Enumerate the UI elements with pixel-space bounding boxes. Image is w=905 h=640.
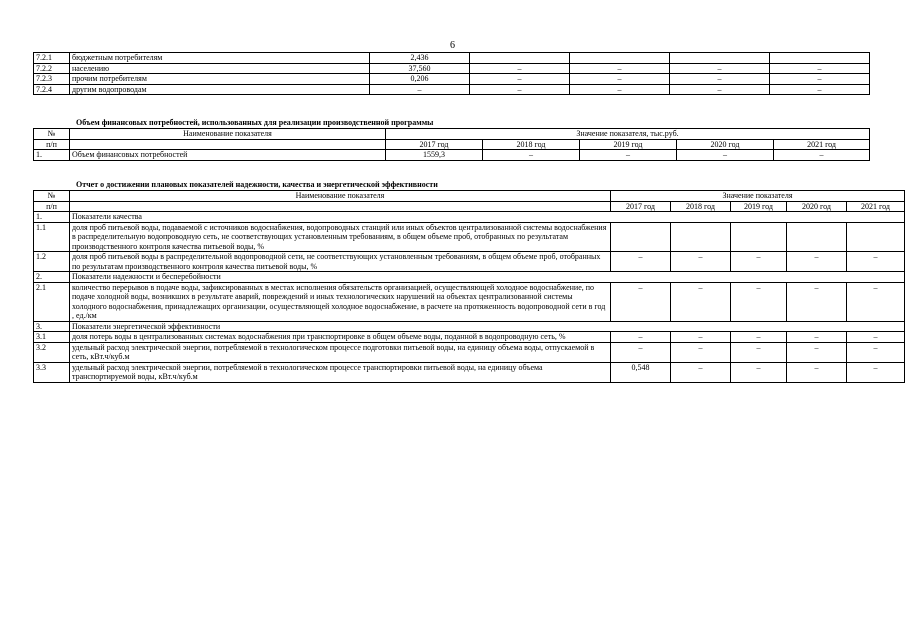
row-number: 7.2.4 (34, 84, 70, 95)
row-value (847, 222, 905, 252)
indicators-report-title: Отчет о достижении плановых показателей надежности, качества и энергетической эффективности (76, 180, 438, 189)
row-name: доля проб питьевой воды в распределительной водопроводной сети, не соответствующих установленным требованиям, в общем объеме проб, отобранных по результатам производственного контроля качества питьевой воды, % (70, 252, 611, 272)
table-row (34, 362, 905, 382)
header-year: 2019 год (580, 139, 677, 150)
row-value: – (770, 84, 870, 95)
table-row (34, 222, 905, 252)
header-name: Наименование показателя (70, 129, 386, 140)
row-number: 3.3 (34, 362, 70, 382)
row-value: – (770, 63, 870, 74)
row-value: 0,548 (611, 362, 671, 382)
header-year: 2017 год (611, 201, 671, 212)
row-value: 2,436 (370, 53, 470, 64)
row-number: 1. (34, 150, 70, 161)
row-value: – (671, 362, 731, 382)
row-value: – (847, 362, 905, 382)
section-title: Показатели энергетической эффективности (70, 321, 905, 332)
row-value: – (570, 84, 670, 95)
water-supply-table-body (34, 53, 870, 95)
row-value: – (611, 252, 671, 272)
row-value (731, 222, 787, 252)
row-name: доля проб питьевой воды, подаваемой с источников водоснабжения, водопроводных станций или иных объектов централизованной системы водоснабжения в распределительную водопроводную сеть, не соответствующих установленным требованиям, в общем объеме проб, отобранных по результатам производственного контроля качества питьевой воды, % (70, 222, 611, 252)
section-row (34, 321, 905, 332)
row-value: – (671, 282, 731, 321)
row-value: – (671, 332, 731, 343)
row-value: – (611, 342, 671, 362)
row-value (770, 53, 870, 64)
row-value: – (847, 252, 905, 272)
row-value (570, 53, 670, 64)
row-number: 2. (34, 272, 70, 283)
row-value: – (671, 252, 731, 272)
row-value: – (677, 150, 774, 161)
row-number: 2.1 (34, 282, 70, 321)
row-value: – (611, 332, 671, 343)
table-row (34, 63, 870, 74)
header-year: 2017 год (386, 139, 483, 150)
section-row (34, 212, 905, 223)
row-value: – (483, 150, 580, 161)
financial-needs-title: Объем финансовых потребностей, использованных для реализации производственной программы (76, 118, 434, 127)
row-value: – (580, 150, 677, 161)
row-value: – (731, 282, 787, 321)
row-value: – (570, 74, 670, 85)
water-supply-table (33, 52, 870, 95)
row-number: 7.2.2 (34, 63, 70, 74)
header-num: № (34, 129, 70, 140)
row-name: населению (70, 63, 370, 74)
header-year: 2019 год (731, 201, 787, 212)
row-value: 1559,3 (386, 150, 483, 161)
table-row (34, 74, 870, 85)
row-value (670, 53, 770, 64)
row-value: – (470, 63, 570, 74)
row-name: доля потерь воды в централизованных системах водоснабжения при транспортировке в общем объеме воды, поданной в водопроводную сеть, % (70, 332, 611, 343)
table-header-row (34, 129, 870, 140)
row-value: – (787, 252, 847, 272)
row-value: – (787, 332, 847, 343)
row-name: удельный расход электрической энергии, потребляемой в технологическом процессе транспортировки питьевой воды, на единицу объема транспортируемой воды, кВт.ч/куб.м (70, 362, 611, 382)
table-row (34, 282, 905, 321)
header-value-group: Значение показателя (611, 191, 905, 202)
row-number: 1. (34, 212, 70, 223)
header-name: Наименование показателя (70, 191, 611, 202)
header-name-cont (70, 201, 611, 212)
row-number: 7.2.1 (34, 53, 70, 64)
table-row (34, 53, 870, 64)
row-value: – (787, 342, 847, 362)
indicators-report-table (33, 190, 905, 383)
header-year: 2021 год (847, 201, 905, 212)
row-number: 1.1 (34, 222, 70, 252)
row-value: – (570, 63, 670, 74)
table-row (34, 252, 905, 272)
row-value: – (670, 74, 770, 85)
row-value: – (770, 74, 870, 85)
row-value: – (370, 84, 470, 95)
row-value: – (787, 362, 847, 382)
row-value (787, 222, 847, 252)
row-value: – (731, 252, 787, 272)
row-value: – (470, 84, 570, 95)
page-number: 6 (450, 40, 455, 51)
row-value: 0,206 (370, 74, 470, 85)
row-value: – (670, 84, 770, 95)
table-row (34, 342, 905, 362)
table-header-row (34, 191, 905, 202)
row-value: – (470, 74, 570, 85)
row-value: – (731, 332, 787, 343)
table-header-years-row (34, 139, 870, 150)
header-num-line2: п/п (34, 139, 70, 150)
header-year: 2020 год (787, 201, 847, 212)
row-number: 7.2.3 (34, 74, 70, 85)
row-value: – (611, 282, 671, 321)
row-name: другим водопроводам (70, 84, 370, 95)
row-number: 3.1 (34, 332, 70, 343)
row-value: – (671, 342, 731, 362)
row-name: Объем финансовых потребностей (70, 150, 386, 161)
header-num: № (34, 191, 70, 202)
table-row (34, 332, 905, 343)
row-value: – (787, 282, 847, 321)
row-value: – (847, 282, 905, 321)
row-value: – (774, 150, 870, 161)
table-row (34, 150, 870, 161)
table-header-years-row (34, 201, 905, 212)
indicators-report-table-body (34, 212, 905, 383)
section-row (34, 272, 905, 283)
row-value: – (847, 342, 905, 362)
header-year: 2020 год (677, 139, 774, 150)
row-value (671, 222, 731, 252)
row-name: бюджетным потребителям (70, 53, 370, 64)
financial-needs-table-body (34, 150, 870, 161)
row-value: – (670, 63, 770, 74)
financial-needs-table (33, 128, 870, 161)
section-title: Показатели надежности и бесперебойности (70, 272, 905, 283)
row-value (611, 222, 671, 252)
row-value: 37,560 (370, 63, 470, 74)
row-number: 1.2 (34, 252, 70, 272)
header-name-cont (70, 139, 386, 150)
row-number: 3. (34, 321, 70, 332)
header-year: 2018 год (483, 139, 580, 150)
row-name: количество перерывов в подаче воды, зафиксированных в местах исполнения обязательств организацией, осуществляющей холодное водоснабжение, по подаче холодной воды, возникших в результате аварий, повреждений и иных технологических нарушений на объектах централизованной системы холодного водоснабжения, принадлежащих организации, осуществляющей холодное водоснабжение, в расчете на протяженность водопроводной сети в год , ед./км (70, 282, 611, 321)
row-number: 3.2 (34, 342, 70, 362)
section-title: Показатели качества (70, 212, 905, 223)
row-name: удельный расход электрической энергии, потребляемой в технологическом процессе подготовки питьевой воды, на единицу объема воды, отпускаемой в сеть, кВт.ч/куб.м (70, 342, 611, 362)
table-row (34, 84, 870, 95)
header-year: 2021 год (774, 139, 870, 150)
row-value: – (731, 342, 787, 362)
row-value: – (847, 332, 905, 343)
header-num-line2: п/п (34, 201, 70, 212)
row-name: прочим потребителям (70, 74, 370, 85)
row-value: – (731, 362, 787, 382)
header-year: 2018 год (671, 201, 731, 212)
header-value-group: Значение показателя, тыс.руб. (386, 129, 870, 140)
row-value (470, 53, 570, 64)
